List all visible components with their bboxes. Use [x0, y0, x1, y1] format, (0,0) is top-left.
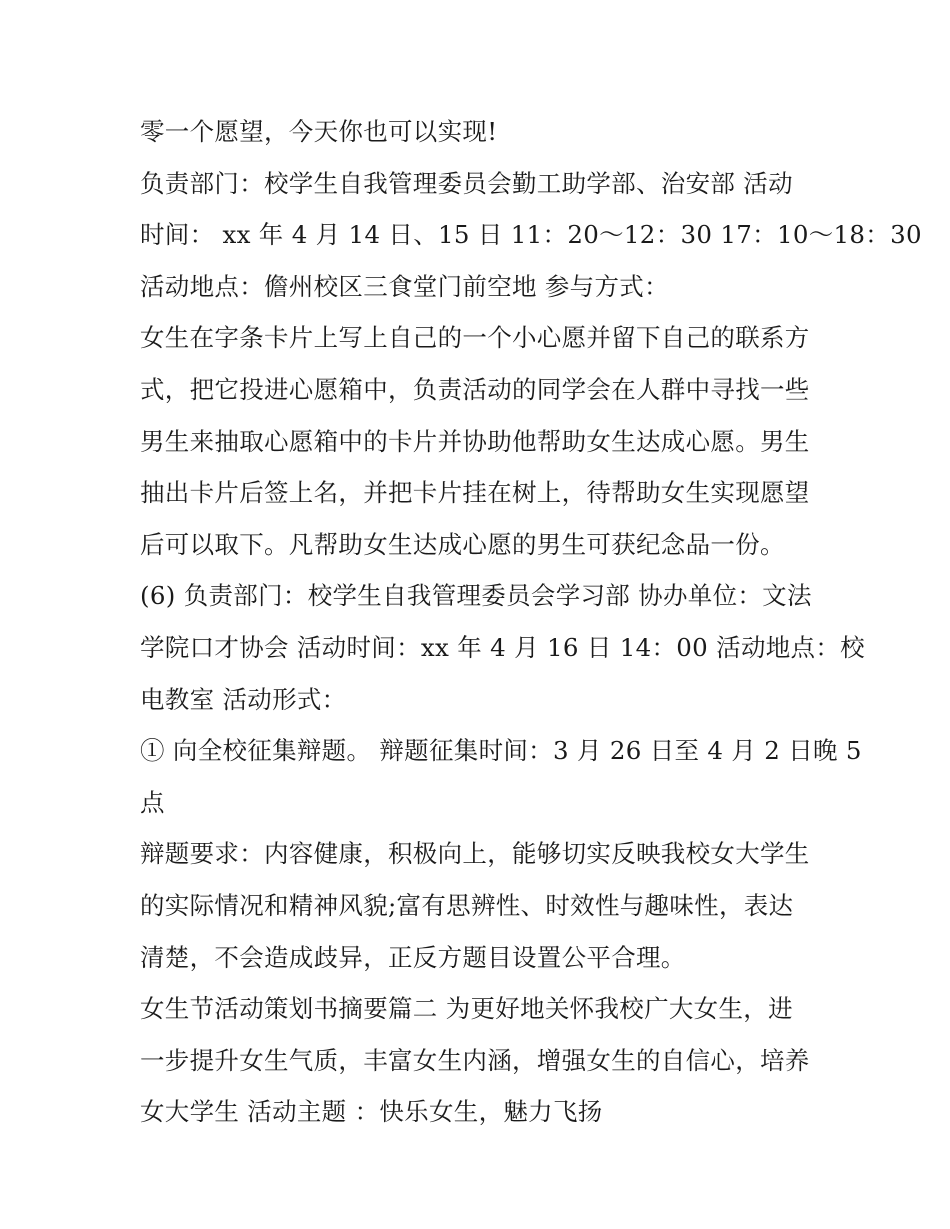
text-line-5: 女生在字条卡片上写上自己的一个小心愿并留下自己的联系方	[140, 323, 810, 353]
document-body	[140, 106, 922, 1138]
text-line-12: 电教室 活动形式：	[140, 684, 347, 714]
text-line-8: 抽出卡片后签上名，并把卡片挂在树上，待帮助女生实现愿望	[140, 478, 810, 508]
text-line-1: 零一个愿望，今天你也可以实现!	[140, 117, 498, 146]
text-line-14: 点	[140, 787, 165, 817]
text-line-2: 负责部门：校学生自我管理委员会勤工助学部、治安部 活动	[140, 168, 793, 198]
text-line-20: 女大学生 活动主题 ：快乐女生，魅力飞扬	[140, 1097, 603, 1127]
text-line-19: 一步提升女生气质，丰富女生内涵，增强女生的自信心，培养	[140, 1045, 810, 1075]
text-line-11: 学院口才协会 活动时间：xx 年 4 月 16 日 14：00 活动地点：校	[140, 632, 865, 662]
text-line-3: 时间： xx 年 4 月 14 日、15 日 11：20～12：30 17：10～18：30	[140, 220, 922, 250]
text-line-15: 辩题要求：内容健康，积极向上，能够切实反映我校女大学生	[140, 839, 810, 869]
text-line-9: 后可以取下。凡帮助女生达成心愿的男生可获纪念品一份。	[140, 529, 785, 559]
text-line-17: 清楚，不会造成歧异，正反方题目设置公平合理。	[140, 942, 686, 972]
text-line-16: 的实际情况和精神风貌;富有思辨性、时效性与趣味性，表达	[140, 890, 794, 920]
text-line-6: 式，把它投进心愿箱中，负责活动的同学会在人群中寻找一些	[140, 374, 810, 404]
text-line-18: 女生节活动策划书摘要篇二 为更好地关怀我校广大女生，进	[140, 994, 793, 1024]
text-line-10: (6) 负责部门：校学生自我管理委员会学习部 协办单位：文法	[140, 581, 812, 611]
text-line-7: 男生来抽取心愿箱中的卡片并协助他帮助女生达成心愿。男生	[140, 426, 810, 456]
text-line-13: ① 向全校征集辩题。 辩题征集时间：3 月 26 日至 4 月 2 日晚 5	[140, 736, 862, 766]
text-line-4: 活动地点：儋州校区三食堂门前空地 参与方式：	[140, 271, 669, 301]
